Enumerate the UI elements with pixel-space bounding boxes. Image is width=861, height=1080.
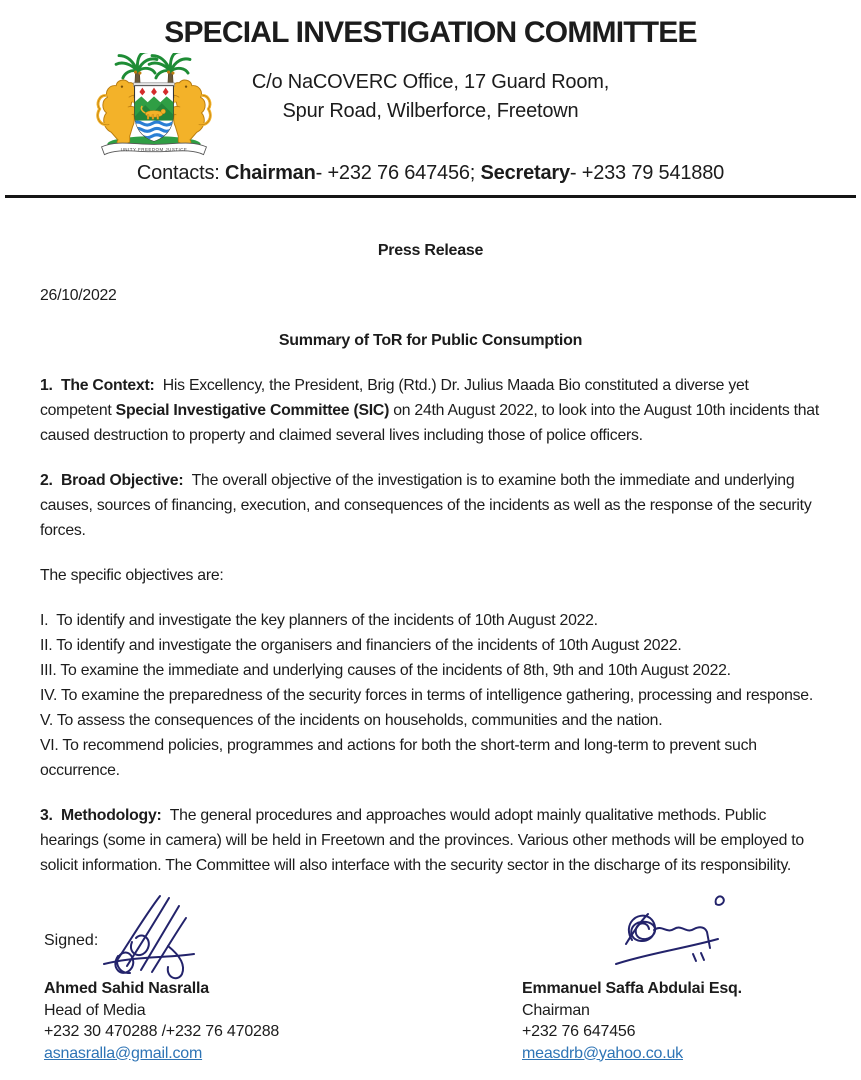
header-row <box>0 51 861 159</box>
date-text: 26/10/2022 <box>40 287 117 304</box>
objective-item: IV. To examine the preparedness of the security forces in terms of intelligence gathering, processing and response. <box>40 687 813 704</box>
objective-item: II. To identify and investigate the organisers and financiers of the incidents of 10th August 2022. <box>40 637 682 654</box>
objective-item: VI. To recommend policies, programmes and actions for both the short-term and long-term to prevent such occurrence. <box>40 737 761 779</box>
address-line-1: C/o NaCOVERC Office, 17 Guard Room, <box>251 71 610 93</box>
contacts-line: Contacts: Chairman- +232 76 647456; Secretary- +233 79 541880 <box>136 162 725 184</box>
signatory-name: Emmanuel Saffa Abdulai Esq. <box>522 980 742 997</box>
signatory-left <box>44 978 279 1064</box>
signatory-role: Head of Media <box>44 1001 146 1019</box>
paragraph-methodology: 3. Methodology: The general procedures and approaches would adopt mainly qualitative methods. Public hearings (some in camera) will be held in Freetown and the provinces. Various other methods will be employed to solicit information. The Committee will also interface with the security sector in the discharge of its responsibility. <box>40 807 809 874</box>
header-divider <box>5 195 856 198</box>
signatory-email-link[interactable]: measdrb@yahoo.co.uk <box>522 1044 683 1062</box>
doc-type-heading: Press Release <box>377 242 484 259</box>
document-body <box>0 238 861 878</box>
objective-item: I. To identify and investigate the key planners of the incidents of 10th August 2022. <box>40 612 598 629</box>
objective-item: V. To assess the consequences of the incidents on households, communities and the nation. <box>40 712 663 729</box>
signatory-right <box>522 978 742 1064</box>
signed-label: Signed: <box>44 932 99 949</box>
objectives-list <box>40 608 821 783</box>
objective-item: III. To examine the immediate and underlying causes of the incidents of 8th, 9th and 10th August 2022. <box>40 662 731 679</box>
abdulai-signature-icon <box>598 884 748 980</box>
page-title: SPECIAL INVESTIGATION COMMITTEE <box>164 16 697 49</box>
paragraph-context: 1. The Context: His Excellency, the President, Brig (Rtd.) Dr. Julius Maada Bio constituted a diverse yet competent Special Investigative Committee (SIC) on 24th August 2022, to look into the August 10th incidents that caused destruction to property and claimed several lives including those of police officers. <box>40 377 824 444</box>
objectives-intro: The specific objectives are: <box>40 567 224 584</box>
signatory-name: Ahmed Sahid Nasralla <box>44 980 209 997</box>
address-line-2: Spur Road, Wilberforce, Freetown <box>282 100 579 122</box>
paragraph-broad-objective: 2. Broad Objective: The overall objective of the investigation is to examine both the immediate and underlying causes, sources of financing, execution, and consequences of the incidents as well as the response of the security forces. <box>40 472 816 539</box>
subject-heading: Summary of ToR for Public Consumption <box>278 332 583 349</box>
nasralla-signature-icon <box>96 886 218 982</box>
crest-motto: UNITY FREEDOM JUSTICE <box>120 146 188 152</box>
signatory-phone: +232 30 470288 /+232 76 470288 <box>44 1023 280 1040</box>
signature-section <box>0 884 861 1062</box>
signatory-email-link[interactable]: asnasralla@gmail.com <box>44 1044 203 1062</box>
signatory-phone: +232 76 647456 <box>522 1023 636 1040</box>
signatory-role: Chairman <box>522 1001 590 1019</box>
sierra-leone-coat-of-arms-icon <box>86 53 222 165</box>
